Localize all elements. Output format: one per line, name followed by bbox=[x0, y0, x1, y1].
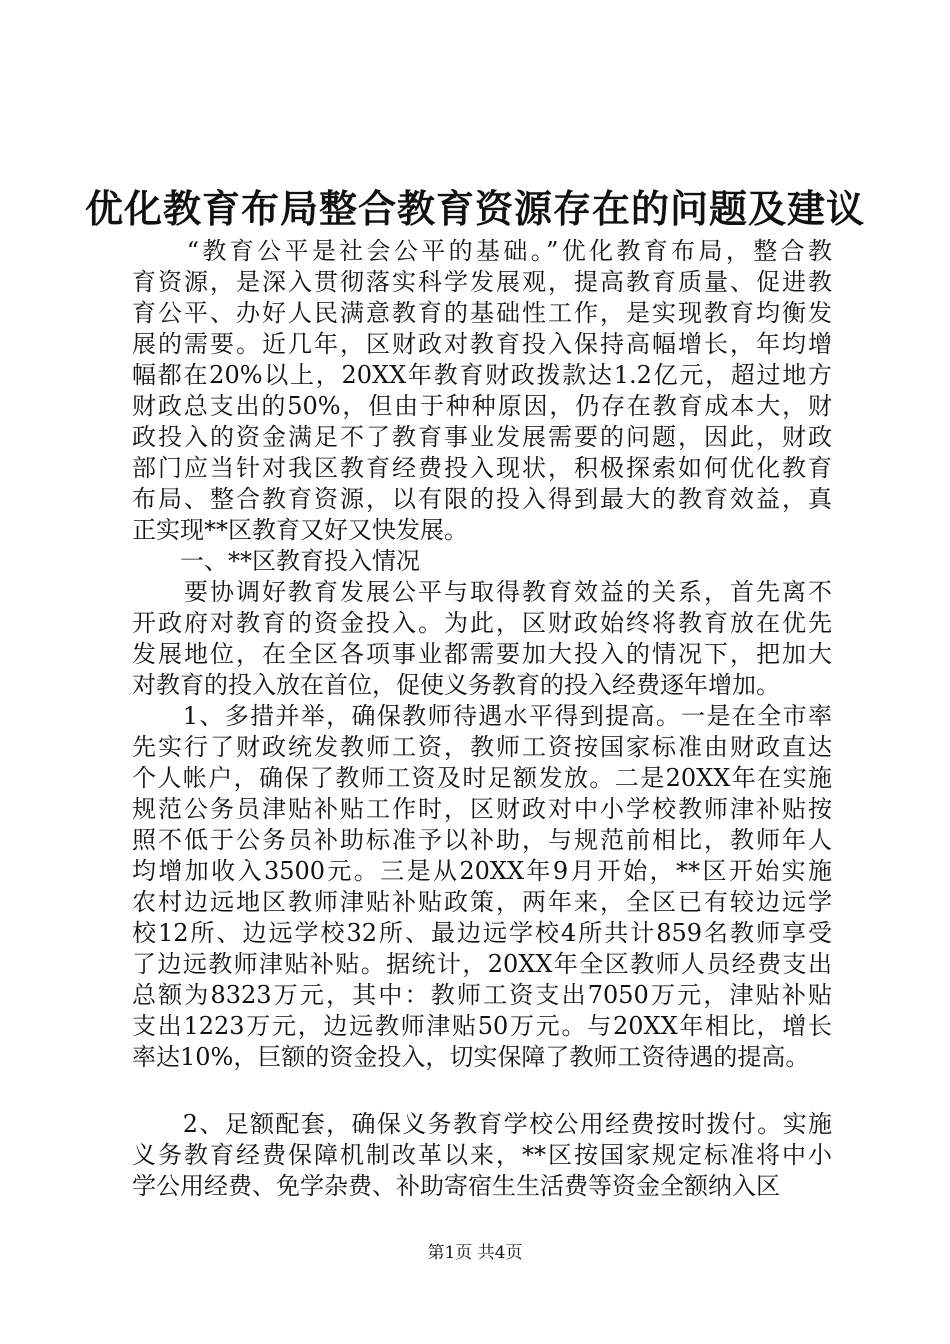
body-text-line: 照不低于公务员补助标准予以补助，与规范前相比，教师年人 bbox=[132, 826, 832, 854]
body-text-line: 部门应当针对我区教育经费投入现状，积极探索如何优化教育 bbox=[132, 454, 832, 482]
document-body bbox=[132, 236, 832, 1202]
body-text-line: 财政总支出的50%，但由于种种原因，仍存在教育成本大，财 bbox=[132, 392, 832, 420]
body-text-line: 育公平、办好人民满意教育的基础性工作，是实现教育均衡发 bbox=[132, 299, 832, 327]
body-text-line: 政投入的资金满足不了教育事业发展需要的问题，因此，财政 bbox=[132, 423, 832, 451]
body-text-line: 个人帐户，确保了教师工资及时足额发放。二是20XX年在实施 bbox=[132, 764, 832, 792]
body-text-line: 率达10%，巨额的资金投入，切实保障了教师工资待遇的提高。 bbox=[132, 1043, 810, 1071]
body-text-line: 对教育的投入放在首位，促使义务教育的投入经费逐年增加。 bbox=[132, 671, 780, 699]
body-text-line: 幅都在20%以上，20XX年教育财政拨款达1.2亿元，超过地方 bbox=[132, 361, 832, 389]
body-text-line: 支出1223万元，边远教师津贴50万元。与20XX年相比，增长 bbox=[132, 1012, 832, 1040]
document-title: 优化教育布局整合教育资源存在的问题及建议 bbox=[84, 186, 865, 231]
body-text-line: 要协调好教育发展公平与取得教育效益的关系，首先离不 bbox=[132, 578, 832, 606]
body-text-line: 学公用经费、免学杂费、补助寄宿生生活费等资金全额纳入区 bbox=[132, 1172, 780, 1200]
body-text-line: 正实现**区教育又好又快发展。 bbox=[132, 516, 468, 544]
body-text-line: 展的需要。近几年，区财政对教育投入保持高幅增长，年均增 bbox=[132, 330, 832, 358]
body-text-line: 2、足额配套，确保义务教育学校公用经费按时拨付。实施 bbox=[132, 1110, 832, 1138]
body-text-line: 了边远教师津贴补贴。据统计，20XX年全区教师人员经费支出 bbox=[132, 950, 832, 978]
body-text-line: 总额为8323万元，其中：教师工资支出7050万元，津贴补贴 bbox=[132, 981, 832, 1009]
body-text-line: 均增加收入3500元。三是从20XX年9月开始，**区开始实施 bbox=[132, 857, 832, 885]
body-text-line: 规范公务员津贴补贴工作时，区财政对中小学校教师津补贴按 bbox=[132, 795, 832, 823]
page-footer: 第1页 共4页 bbox=[427, 1243, 523, 1263]
body-text-line: 义务教育经费保障机制改革以来，**区按国家规定标准将中小 bbox=[132, 1141, 832, 1169]
body-text-line: 开政府对教育的资金投入。为此，区财政始终将教育放在优先 bbox=[132, 609, 832, 637]
body-text-line: “教育公平是社会公平的基础。”优化教育布局，整合教 bbox=[132, 237, 832, 265]
body-text-line: 布局、整合教育资源，以有限的投入得到最大的教育效益，真 bbox=[132, 485, 832, 513]
body-text-line: 先实行了财政统发教师工资，教师工资按国家标准由财政直达 bbox=[132, 733, 832, 761]
blank-line bbox=[132, 1073, 832, 1109]
body-text-line: 1、多措并举，确保教师待遇水平得到提高。一是在全市率 bbox=[132, 702, 832, 730]
body-text-line: 农村边远地区教师津贴补贴政策，两年来，全区已有较边远学 bbox=[132, 888, 832, 916]
body-text-line: 一、**区教育投入情况 bbox=[132, 547, 420, 575]
body-text-line: 发展地位，在全区各项事业都需要加大投入的情况下，把加大 bbox=[132, 640, 832, 668]
body-text-line: 校12所、边远学校32所、最边远学校4所共计859名教师享受 bbox=[132, 919, 832, 947]
body-text-line: 育资源，是深入贯彻落实科学发展观，提高教育质量、促进教 bbox=[132, 268, 832, 296]
